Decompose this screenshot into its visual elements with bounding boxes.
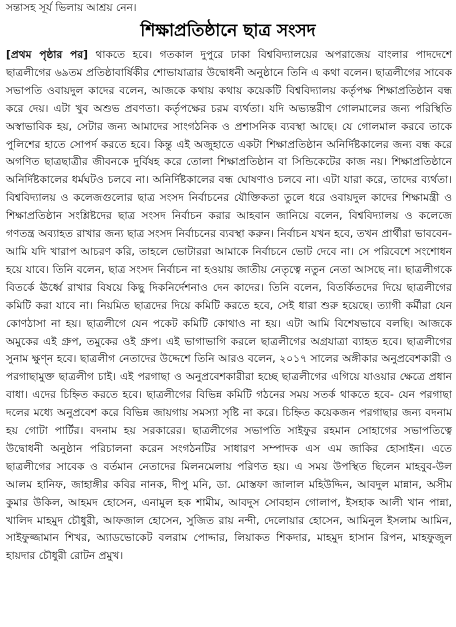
continuation-label: [প্রথম পৃষ্ঠার পর] — [6, 49, 89, 61]
article-text: থাকতে হবে। গতকাল দুপুরে ঢাকা বিশ্ববিদ্যালয়ের অপরাজেয় বাংলার পাদদেশে ছাত্রলীগের ৬৯তম প্রতিষ্ঠাবার্ষিকীর শোভাযাত্রার উদ্বোধনী অনুষ্ঠানে তিনি এ কথা বলেন। ছাত্রলীগের সাবেক সভাপতি ওবায়দুল কাদের বলেন, আজকে কথায় কথায় কয়েকটি বিশ্ববিদ্যালয় কর্তৃপক্ষ শিক্ষাপ্রতিষ্ঠান বন্ধ করে দেয়। এটা খুব অশুভ প্রবণতা। কর্তৃপক্ষের চরম ব্যর্থতা। যদি অভ্যন্তরীণ গোলমালের জন্য পরিস্থিতি অস্বাভাবিক হয়, সেটার জন্য আমাদের সাংগঠনিক ও প্রশাসনিক ব্যবস্থা আছে। যে গোলমাল করবে তাকে পুলিশের হাতে সোপর্দ করতে হবে। কিন্তু এই অজুহাতে একটা শিক্ষাপ্রতিষ্ঠান অনির্দিষ্টকালের জন্য বন্ধ করে অগণিত ছাত্রছাত্রীর জীবনকে দুর্বিষহ করে তোলা শিক্ষাপ্রতিষ্ঠান বা সিন্ডিকেটের কাজ নয়। শিক্ষাপ্রতিষ্ঠানে অনির্দিষ্টকালের ধর্মঘটও চলবে না। অনির্দিষ্টকালের বন্ধ ঘোষণাও চলবে না। এটা যারা করে, তাদের ব্যর্থতা। বিশ্ববিদ্যালয় ও কলেজগুলোর ছাত্র সংসদ নির্বাচনের যৌক্তিকতা তুলে ধরে ওবায়দুল কাদের শিক্ষামন্ত্রী ও শিক্ষাপ্রতিষ্ঠান সংশ্লিষ্টদের ছাত্র সংসদ নির্বাচন করার আহবান জানিয়ে বলেন, বিশ্ববিদ্যালয় ও কলেজে গণতন্ত্র অব্যাহত রাখার জন্য ছাত্র সংসদ নির্বাচনের ব্যবস্থা করুন। নির্বাচন যখন হবে, তখন প্রার্থীরা ভাববেন- আমি যদি খারাপ আচরণ করি, তাহলে ভোটাররা আমাকে নির্বাচনে ভোট দেবে না। সে পরিবেশে সংশোধন হয়ে যাবে। তিনি বলেন, ছাত্র সংসদ নির্বাচন না হওয়ায় জাতীয় নেতৃত্বে নতুন নেতা আসছে না। ছাত্রলীগকে বিতর্কে ঊর্ধ্বে রাখার বিষয়ে কিছু দিকনির্দেশনাও দেন কাদের। তিনি বলেন, বিতর্কিতদের দিয়ে ছাত্রলীগের কমিটি করা যাবে না। নিয়মিত ছাত্রদের দিয়ে কমিটি করতে হবে, সেই ধারা শুরু হয়েছে। ত্যাগী কর্মীরা যেন কোণঠাসা না হয়। ছাত্রলীগে যেন পকেট কমিটি কোথাও না হয়। এটা আমি বিশেষভাবে বলছি। আজকে অমুকের এই গ্রুপ, তমুকের ওই গ্রুপ। এই ভাগাভাগি করলে ছাত্রলীগের অগ্রযাত্রা ব্যাহত হবে। ছাত্রলীগের সুনাম ক্ষুণ্ন হবে। ছাত্রলীগ নেতাদের উদ্দেশে তিনি আরও বলেন, ২০১৭ সালের অঙ্গীকার অনুপ্রবেশকারী ও পরগাছামুক্ত ছাত্রলীগ চাই। এই পরগাছা ও অনুপ্রবেশকারীরা হচ্ছে ছাত্রলীগের এগিয়ে যাওয়ার ক্ষেত্রে প্রধান বাধা। এদের চিহ্নিত করতে হবে। ছাত্রলীগের বিভিন্ন কমিটি গঠনের সময় সতর্ক থাকতে হবে- যেন পরগাছা দলের মধ্যে অনুপ্রবেশ করে বিভিন্ন জায়গায় সমস্যা সৃষ্টি না করে। চিহ্নিত কয়েকজন পরগাছার জন্য বদনাম হয় গোটা পার্টির। বদনাম হয় সরকারের। ছাত্রলীগের সভাপতি সাইফুর রহমান সোহাগের সভাপতিত্বে উদ্বোধনী অনুষ্ঠান পরিচালনা করেন সংগঠনটির সাধারণ সম্পাদক এস এম জাকির হোসাইন। এতে ছাত্রলীগের সাবেক ও বর্তমান নেতাদের মিলনমেলায় পরিণত হয়। এ সময় উপস্থিত ছিলেন মাহবুব-উল আলম হানিফ, জাহাঙ্গীর কবির নানক, দীপু মনি, ডা. মোস্তফা জালাল মহিউদ্দিন, আবদুল মান্নান, অসীম কুমার উকিল, আহমদ হোসেন, এনামুল হক শামীম, আবদুস সোবহান গোলাপ, ইসহাক আলী খান পান্না, খালিদ মাহমুদ চৌধুরী, আফজাল হোসেন, সুজিত রায় নন্দী, দেলোয়ার হোসেন, আমিনুল ইসলাম আমিন, সাইফুজ্জামান শিখর, অ্যাডভোকেট বলরাম পোদ্দার, লিয়াকত শিকদার, মাহমুদ হাসান রিপন, মাহফুজুল হায়দার চৌধুরী রোটন প্রমুখ। — [6, 49, 452, 563]
headline: শিক্ষাপ্রতিষ্ঠানে ছাত্র সংসদ — [140, 21, 316, 41]
article-body — [0, 47, 456, 566]
previous-article-tail: সন্তাসহ সূর্য ভিলায় আশ্রয় নেন। — [6, 2, 137, 14]
